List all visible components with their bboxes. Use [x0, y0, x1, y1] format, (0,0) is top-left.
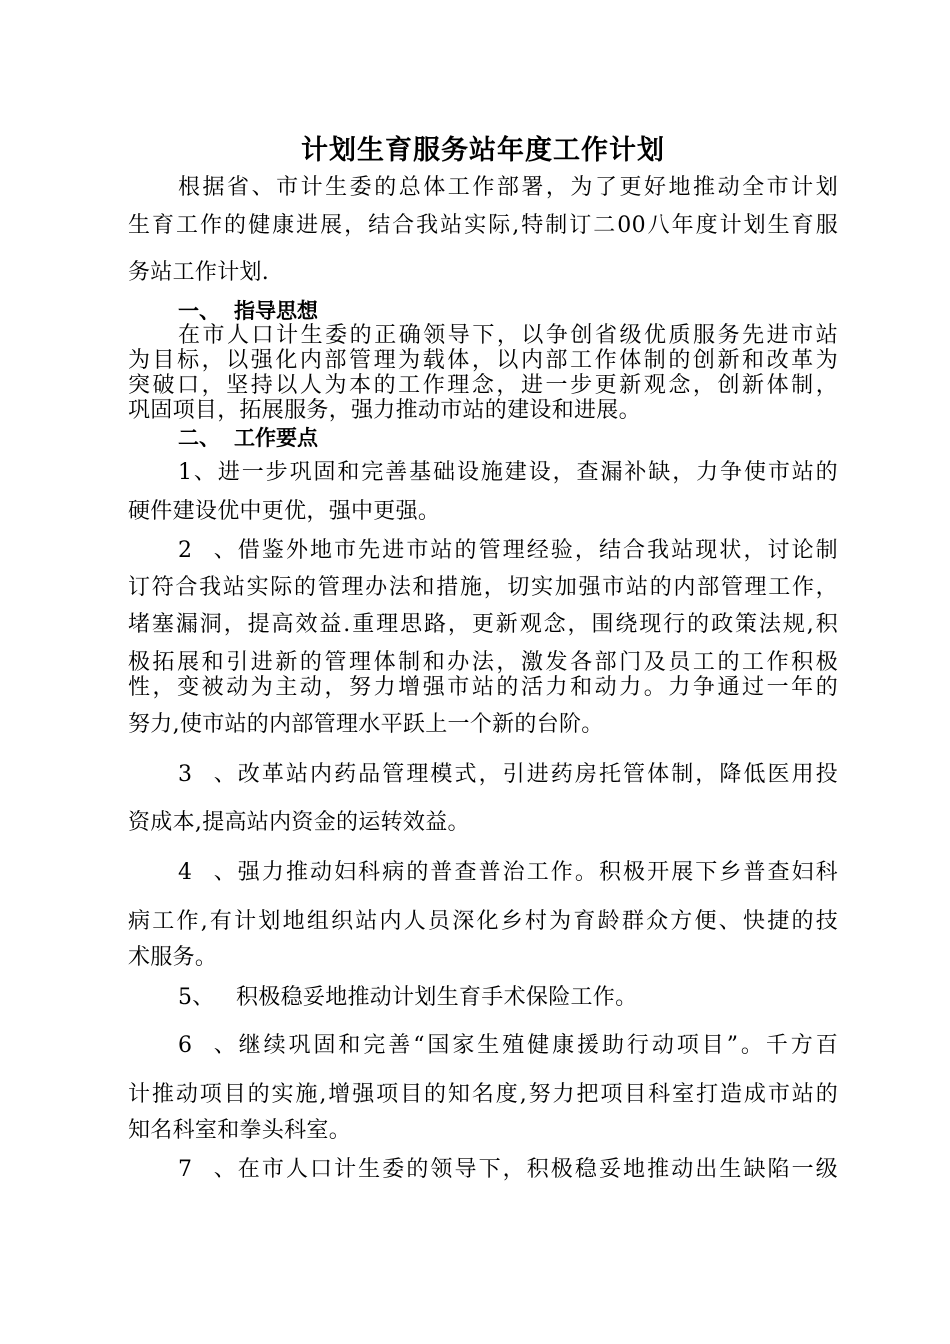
item-7-line-1: 7、在市人口计生委的领导下，积极稳妥地推动出生缺陷一级 [178, 1157, 838, 1182]
item-3-line-2: 资成本,提高站内资金的运转效益。 [128, 810, 470, 835]
item-6-line-3: 知名科室和拳头科室。 [128, 1118, 352, 1143]
item-number-2: 2、 [178, 538, 236, 563]
item-number-4: 4、 [178, 860, 236, 885]
item-5-line-1: 5、 积极稳妥地推动计划生育手术保险工作。 [178, 985, 638, 1010]
section-number-1: 一、 [178, 299, 220, 323]
item-4-line-1: 4、强力推动妇科病的普查普治工作。积极开展下乡普查妇科 [178, 860, 838, 885]
intro-line-3: 务站工作计划. [128, 260, 270, 285]
section1-line-2: 为目标，以强化内部管理为载体，以内部工作体制的创新和改革为 [128, 348, 838, 373]
item-2-line-2: 订符合我站实际的管理办法和措施，切实加强市站的内部管理工作， [128, 575, 838, 600]
section-title-2: 工作要点 [234, 426, 318, 450]
item-2-line-4: 极拓展和引进新的管理体制和办法，激发各部门及员工的工作积极 [128, 650, 838, 675]
item-6-line-1: 6、继续巩固和完善“国家生殖健康援助行动项目”。千方百 [178, 1033, 838, 1058]
item-6-line-2: 计推动项目的实施,增强项目的知名度,努力把项目科室打造成市站的 [128, 1082, 838, 1107]
section-number-2: 二、 [178, 426, 220, 450]
section-heading-1 [178, 298, 318, 324]
item-number-6: 6、 [178, 1033, 236, 1058]
item-number-5: 5、 [178, 985, 215, 1010]
item-4-line-2: 病工作,有计划地组织站内人员深化乡村为育龄群众方便、快捷的技 [128, 909, 838, 934]
item-1-line-2: 硬件建设优中更优，强中更强。 [128, 499, 441, 524]
document-title: 计划生育服务站年度工作计划 [301, 135, 665, 166]
item-2-line-1: 2、借鉴外地市先进市站的管理经验，结合我站现状，讨论制 [178, 538, 838, 563]
section-heading-2 [178, 425, 318, 451]
item-number-3: 3、 [178, 762, 236, 787]
section1-line-1: 在市人口计生委的正确领导下，以争创省级优质服务先进市站 [178, 323, 838, 348]
section-title-1: 指导思想 [234, 299, 318, 323]
item-2-line-6: 努力,使市站的内部管理水平跃上一个新的台阶。 [128, 712, 604, 737]
intro-line-1: 根据省、市计生委的总体工作部署，为了更好地推动全市计划 [178, 175, 838, 200]
item-number-7: 7、 [178, 1157, 236, 1182]
item-2-line-5: 性，变被动为主动，努力增强市站的活力和动力。力争通过一年的 [128, 675, 838, 700]
item-number-1: 1、 [178, 460, 218, 485]
section1-line-3: 突破口，坚持以人为本的工作理念，进一步更新观念，创新体制， [128, 373, 838, 398]
section1-line-4: 巩固项目，拓展服务，强力推动市站的建设和进展。 [128, 398, 641, 423]
item-2-line-3: 堵塞漏洞，提高效益.重理思路，更新观念，围绕现行的政策法规,积 [128, 612, 838, 637]
item-4-line-3: 术服务。 [128, 945, 218, 970]
item-3-line-1: 3、改革站内药品管理模式，引进药房托管体制，降低医用投 [178, 762, 838, 787]
item-1-line-1: 1、进一步巩固和完善基础设施建设，查漏补缺，力争使市站的 [178, 460, 838, 485]
intro-line-2: 生育工作的健康进展，结合我站实际,特制订二00八年度计划生育服 [128, 213, 838, 238]
